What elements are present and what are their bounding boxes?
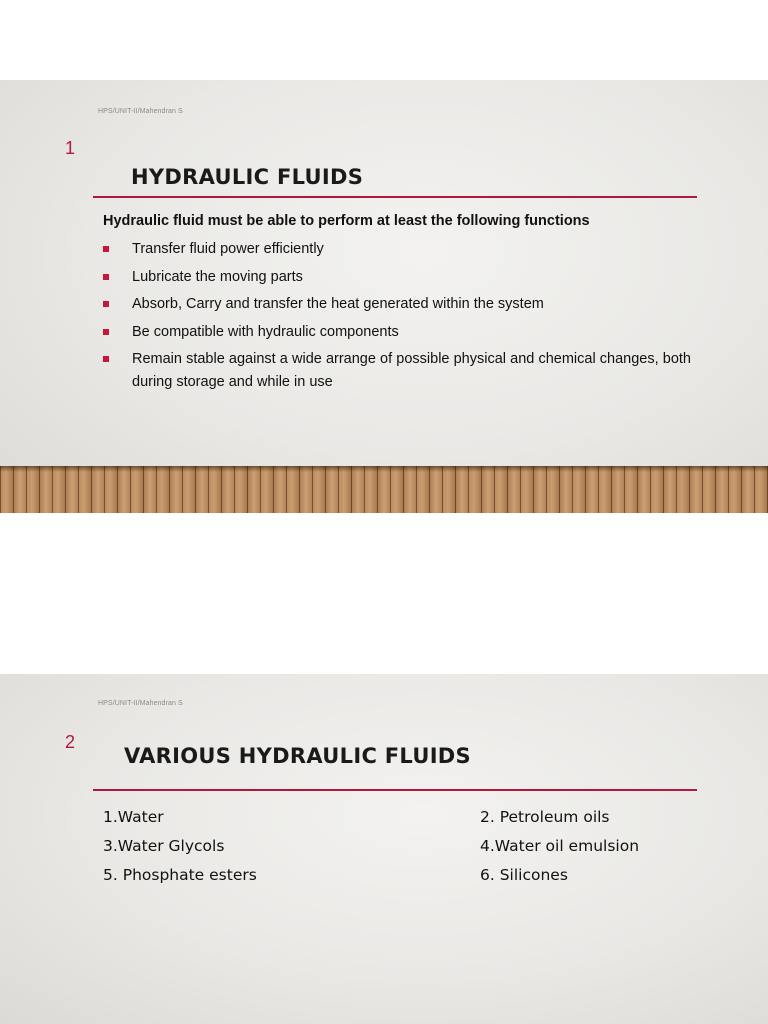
- slide-1: [0, 80, 768, 513]
- slide-footer: HPS/UNIT-II/Mahendran S: [98, 108, 183, 115]
- list-item: 4.Water oil emulsion: [480, 837, 640, 855]
- slide-title: HYDRAULIC FLUIDS: [131, 165, 364, 189]
- slide-footer: HPS/UNIT-II/Mahendran S: [98, 700, 183, 707]
- title-underline: [93, 196, 697, 198]
- fluid-types-list: [103, 807, 673, 885]
- bullet-square-icon: [103, 356, 109, 362]
- title-underline: [93, 789, 697, 791]
- list-item: 6. Silicones: [480, 866, 568, 884]
- slide-number: 1: [65, 138, 76, 158]
- bullet-square-icon: [103, 301, 109, 307]
- slide-title: VARIOUS HYDRAULIC FLUIDS: [124, 744, 471, 768]
- bullet-text: Be compatible with hydraulic components: [132, 323, 399, 340]
- slide-2: [0, 674, 768, 1024]
- bullet-square-icon: [103, 329, 109, 335]
- list-item: [103, 238, 691, 261]
- bullet-square-icon: [103, 274, 109, 280]
- bullet-text: Remain stable against a wide arrange of possible physical and chemical changes, both during storage and while in use: [132, 351, 691, 390]
- list-item: 1.Water: [103, 808, 164, 826]
- bullet-text: Transfer fluid power efficiently: [132, 241, 324, 257]
- list-item: [103, 348, 691, 394]
- bullet-text: Absorb, Carry and transfer the heat generated within the system: [132, 296, 544, 312]
- list-item: 2. Petroleum oils: [480, 808, 610, 826]
- bullet-list: [103, 238, 691, 399]
- slide-number: 2: [65, 732, 76, 752]
- list-item: 5. Phosphate esters: [103, 866, 257, 884]
- list-item: [103, 321, 691, 344]
- list-item: 3.Water Glycols: [103, 837, 225, 855]
- list-item: [103, 293, 691, 316]
- list-item: [103, 266, 691, 289]
- bullet-square-icon: [103, 246, 109, 252]
- lead-text: Hydraulic fluid must be able to perform at least the following functions: [103, 213, 590, 229]
- wood-floor-decoration: [0, 466, 768, 513]
- bullet-text: Lubricate the moving parts: [132, 268, 303, 285]
